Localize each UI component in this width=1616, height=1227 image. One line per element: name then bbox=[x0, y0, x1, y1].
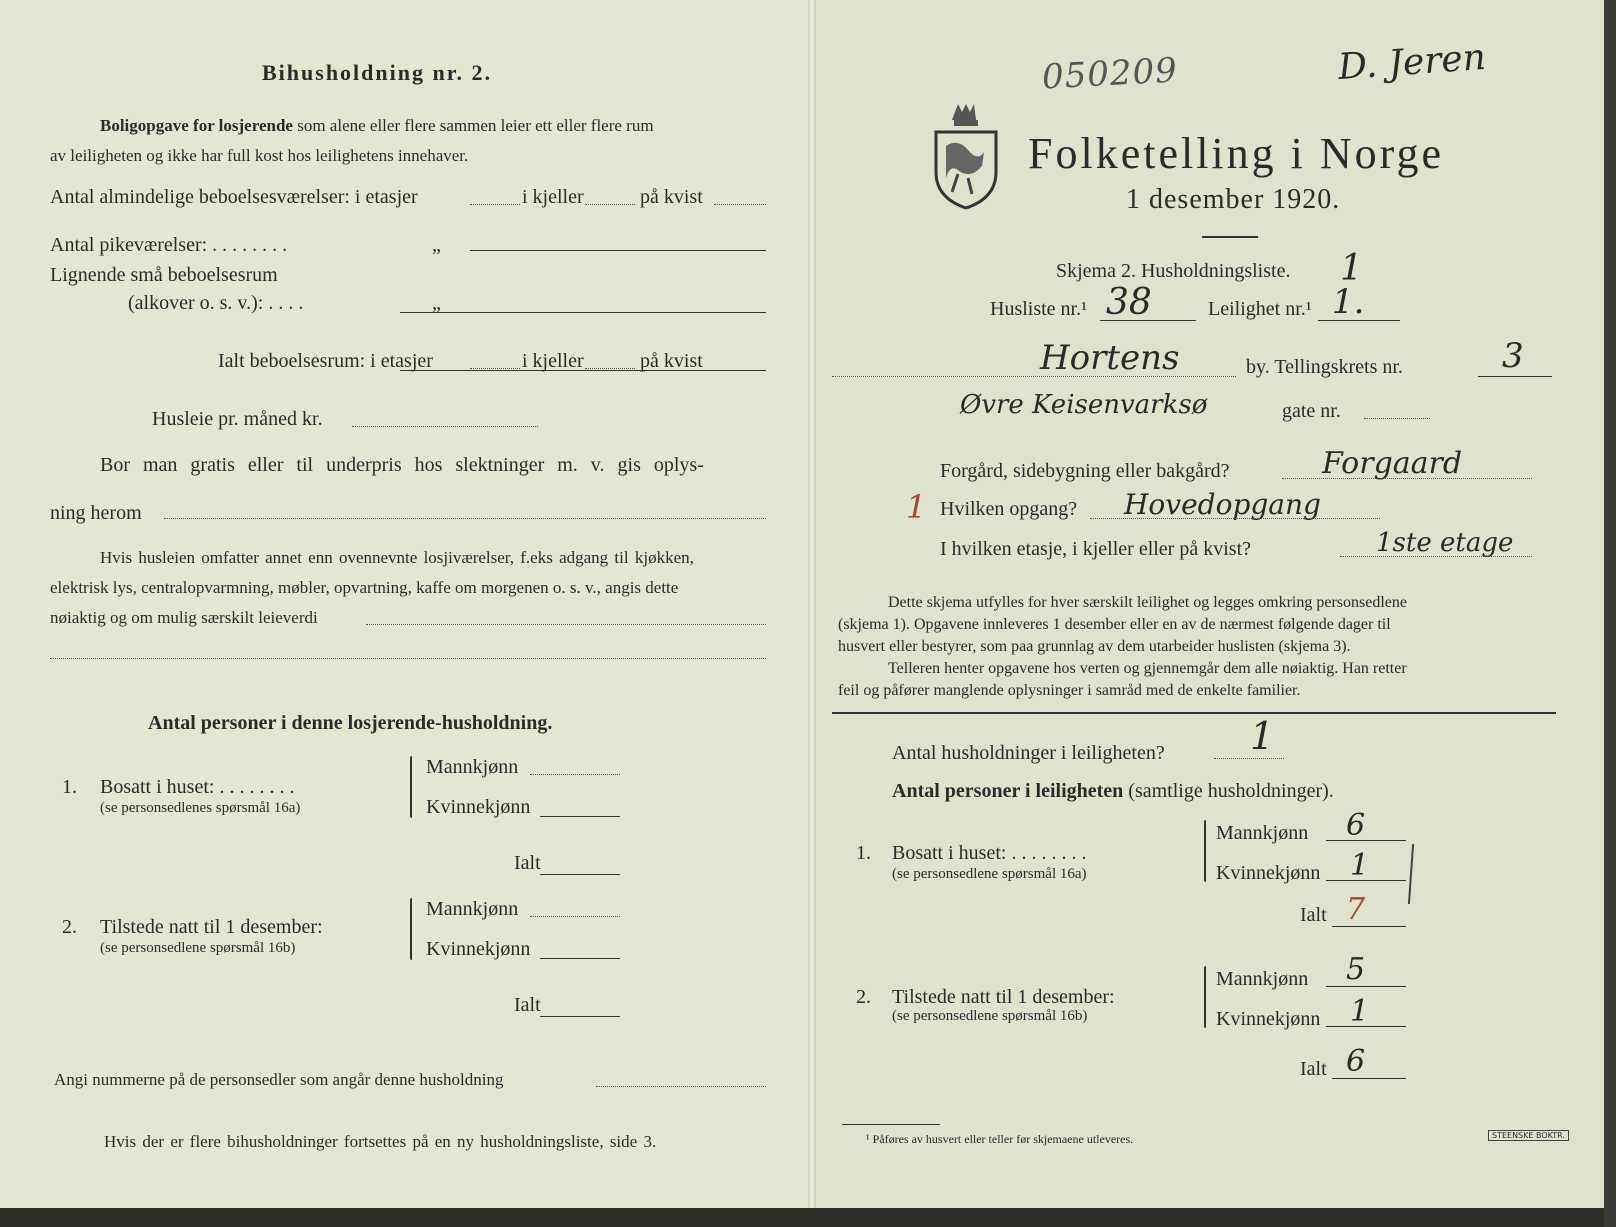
left-q2-ref: (se personsedlene spørsmål 16b) bbox=[100, 940, 296, 956]
alcoves-label: (alkover o. s. v.): . . . . bbox=[128, 292, 304, 314]
left-q2-total-field[interactable] bbox=[540, 1016, 620, 1017]
left-q1-male-field[interactable] bbox=[530, 774, 620, 775]
right-q1-female-value[interactable]: 1 bbox=[1350, 848, 1370, 883]
households-field bbox=[1214, 758, 1284, 759]
yard-value[interactable]: Forgaard bbox=[1322, 446, 1463, 481]
intro-line2: av leiligheten og ikke har full kost hos leilighetens innehaver. bbox=[50, 146, 469, 165]
left-q1-number: 1. bbox=[62, 776, 77, 798]
right-q1-male-value[interactable]: 6 bbox=[1346, 808, 1366, 843]
instructions-line2: (skjema 1). Opgavene innleveres 1 desember eller en av de nærmest følgende dager til bbox=[838, 616, 1391, 633]
free-rent-line2: ning herom bbox=[50, 502, 142, 524]
form-title: Folketelling i Norge bbox=[1028, 129, 1445, 178]
street-value[interactable]: Øvre Keisenvarksø bbox=[960, 390, 1208, 420]
husliste-field bbox=[1100, 320, 1196, 321]
by-krets-label: by. Tellingskrets nr. bbox=[1246, 356, 1403, 378]
right-q2-total-value[interactable]: 6 bbox=[1346, 1044, 1366, 1079]
right-persons-heading-bold: Antal personer i leiligheten bbox=[892, 780, 1124, 802]
similar-rooms-label: Lignende små beboelsesrum bbox=[50, 264, 278, 286]
right-q2-male-field bbox=[1326, 986, 1406, 987]
note-line3: nøiaktig og om mulig særskilt leieverdi bbox=[50, 608, 318, 627]
left-q1-brace bbox=[410, 756, 412, 818]
right-q2-male-label: Mannkjønn bbox=[1216, 968, 1309, 990]
leilighet-value[interactable]: 1. bbox=[1332, 282, 1365, 322]
entrance-value[interactable]: Hovedopgang bbox=[1124, 488, 1321, 521]
right-q2-label: Tilstede natt til 1 desember: bbox=[892, 986, 1115, 1008]
entrance-field bbox=[1090, 518, 1380, 519]
right-q2-ref: (se personsedlene spørsmål 16b) bbox=[892, 1008, 1088, 1024]
ditto-mark: „ bbox=[432, 234, 441, 256]
left-q2-number: 2. bbox=[62, 916, 77, 938]
rooms-cellar-label: i kjeller bbox=[522, 186, 584, 208]
right-q2-male-value[interactable]: 5 bbox=[1346, 952, 1366, 987]
free-rent-line1: Bor man gratis eller til underpris hos slektninger m. v. gis oplys- bbox=[100, 454, 704, 476]
households-label: Antal husholdninger i leiligheten? bbox=[892, 742, 1165, 764]
left-q1-total-label: Ialt bbox=[514, 852, 541, 874]
total-rooms-underline bbox=[400, 370, 766, 371]
printer-stamp: STEENSKE BOKTR. bbox=[1488, 1130, 1569, 1141]
gate-number-field[interactable] bbox=[1364, 418, 1430, 419]
right-q1-female-label: Kvinnekjønn bbox=[1216, 862, 1321, 884]
right-q1-label: Bosatt i huset: . . . . . . . . bbox=[892, 842, 1087, 864]
households-value[interactable]: 1 bbox=[1250, 714, 1275, 758]
intro-rest: som alene eller flere sammen leier ett eller flere rum bbox=[297, 116, 654, 135]
city-value[interactable]: Hortens bbox=[1040, 338, 1180, 378]
left-q2-brace bbox=[410, 898, 412, 960]
right-q2-total-field bbox=[1332, 1078, 1406, 1079]
total-cellar-label: i kjeller bbox=[522, 350, 584, 372]
form-date: 1 desember 1920. bbox=[1126, 184, 1341, 215]
numbers-line-label: Angi nummerne på de personsedler som angår denne husholdning bbox=[54, 1070, 504, 1089]
left-q2-total-label: Ialt bbox=[514, 994, 541, 1016]
left-q2-male-field[interactable] bbox=[530, 916, 620, 917]
right-q2-brace bbox=[1204, 966, 1206, 1028]
margin-check-mark: 1 bbox=[906, 488, 927, 526]
page-fold bbox=[808, 0, 816, 1227]
total-cellar-field[interactable] bbox=[585, 368, 635, 369]
instructions-line3: husvert eller bestyrer, som paa grunnlag av dem utarbeider huslisten (skjema 3). bbox=[838, 638, 1351, 655]
right-q1-total-label: Ialt bbox=[1300, 904, 1327, 926]
note-field-2[interactable] bbox=[50, 658, 766, 659]
yard-field bbox=[1282, 478, 1532, 479]
right-q2-number: 2. bbox=[856, 986, 871, 1008]
title-rule bbox=[1202, 236, 1258, 238]
right-persons-heading-rest: (samtlige husholdninger). bbox=[1128, 780, 1334, 802]
note-line1: Hvis husleien omfatter annet enn ovennevnte losjiværelser, f.eks adgang til kjøkken, bbox=[100, 548, 694, 567]
left-q2-female-field[interactable] bbox=[540, 958, 620, 959]
instructions-line5: feil og påfører manglende oplysninger i samråd med de enkelte familier. bbox=[838, 682, 1301, 699]
total-rooms-label: Ialt beboelsesrum: i etasjer bbox=[218, 350, 433, 372]
left-q1-ref: (se personsedlenes spørsmål 16a) bbox=[100, 800, 301, 816]
husliste-value[interactable]: 38 bbox=[1106, 282, 1152, 323]
right-q1-brace bbox=[1204, 820, 1206, 882]
right-q2-total-label: Ialt bbox=[1300, 1058, 1327, 1080]
rent-label: Husleie pr. måned kr. bbox=[152, 408, 323, 430]
leilighet-label: Leilighet nr.¹ bbox=[1208, 298, 1312, 320]
note-field[interactable] bbox=[366, 624, 766, 625]
krets-value[interactable]: 3 bbox=[1502, 336, 1524, 376]
rooms-attic-field[interactable] bbox=[714, 204, 766, 205]
floor-value[interactable]: 1ste etage bbox=[1376, 528, 1514, 558]
right-q1-number: 1. bbox=[856, 842, 871, 864]
left-q2-male-label: Mannkjønn bbox=[426, 898, 519, 920]
right-q2-female-field bbox=[1326, 1026, 1406, 1027]
numbers-field[interactable] bbox=[596, 1086, 766, 1087]
gate-label: gate nr. bbox=[1282, 400, 1341, 422]
footnote: ¹ Påføres av husvert eller teller før skjemaene utleveres. bbox=[866, 1132, 1134, 1146]
rooms-label: Antal almindelige beboelsesværelser: i etasjer bbox=[50, 186, 418, 208]
floor-label: I hvilken etasje, i kjeller eller på kvist? bbox=[940, 538, 1251, 560]
left-q1-total-field[interactable] bbox=[540, 874, 620, 875]
scan-bottom-edge bbox=[0, 1208, 1616, 1227]
left-q1-label: Bosatt i huset: . . . . . . . . bbox=[100, 776, 295, 798]
right-q1-male-label: Mannkjønn bbox=[1216, 822, 1309, 844]
krets-field bbox=[1478, 376, 1552, 377]
maid-rooms-label: Antal pikeværelser: . . . . . . . . bbox=[50, 234, 288, 256]
corner-note: D. Jeren bbox=[1336, 36, 1488, 89]
archive-number: 050209 bbox=[1041, 50, 1179, 98]
left-persons-heading: Antal personer i denne losjerende-husholdning. bbox=[148, 712, 553, 734]
left-q1-female-field[interactable] bbox=[540, 816, 620, 817]
left-q2-female-label: Kvinnekjønn bbox=[426, 938, 531, 960]
total-etasjer-field[interactable] bbox=[470, 368, 520, 369]
instructions-line4: Telleren henter opgavene hos verten og gjennemgår dem alle nøiaktig. Han retter bbox=[888, 660, 1407, 677]
floor-field bbox=[1340, 556, 1532, 557]
note-line2: elektrisk lys, centralopvarmning, møbler, opvartning, kaffe om morgenen o. s. v., angis dette bbox=[50, 578, 679, 597]
total-attic-label: på kvist bbox=[640, 350, 703, 372]
footnote-rule bbox=[842, 1124, 940, 1125]
schema-label: Skjema 2. Husholdningsliste. bbox=[1056, 260, 1291, 282]
intro-bold: Boligopgave for losjerende bbox=[100, 116, 293, 135]
left-footer: Hvis der er flere bihusholdninger fortsettes på en ny husholdningsliste, side 3. bbox=[104, 1132, 657, 1151]
right-q2-female-value[interactable]: 1 bbox=[1350, 994, 1370, 1029]
schema-value: 1 bbox=[1340, 248, 1363, 289]
rooms-cellar-field[interactable] bbox=[585, 204, 635, 205]
left-q1-female-label: Kvinnekjønn bbox=[426, 796, 531, 818]
leilighet-field bbox=[1318, 320, 1400, 321]
city-field bbox=[832, 376, 1236, 377]
right-q1-male-field bbox=[1326, 840, 1406, 841]
free-rent-field[interactable] bbox=[164, 518, 766, 519]
rooms-attic-label: på kvist bbox=[640, 186, 703, 208]
right-q1-total-value[interactable]: 7 bbox=[1346, 892, 1366, 927]
coat-of-arms-icon bbox=[928, 98, 1004, 210]
right-q1-female-field bbox=[1326, 880, 1406, 881]
left-title: Bihusholdning nr. 2. bbox=[262, 60, 492, 85]
ditto-mark-2: „ bbox=[432, 292, 441, 314]
left-q1-male-label: Mannkjønn bbox=[426, 756, 519, 778]
instructions-line1: Dette skjema utfylles for hver særskilt leilighet og legges omkring personsedlene bbox=[888, 594, 1407, 611]
rent-field[interactable] bbox=[352, 426, 538, 427]
left-q2-label: Tilstede natt til 1 desember: bbox=[100, 916, 323, 938]
entrance-label: Hvilken opgang? bbox=[940, 498, 1078, 520]
right-q1-total-field bbox=[1332, 926, 1406, 927]
rooms-etasjer-field[interactable] bbox=[470, 204, 520, 205]
scan-right-edge bbox=[1604, 0, 1616, 1227]
alcoves-field[interactable] bbox=[400, 312, 766, 313]
yard-label: Forgård, sidebygning eller bakgård? bbox=[940, 460, 1230, 482]
right-q2-female-label: Kvinnekjønn bbox=[1216, 1008, 1321, 1030]
section-rule bbox=[832, 712, 1556, 714]
husliste-label: Husliste nr.¹ bbox=[990, 298, 1088, 320]
maid-rooms-field[interactable] bbox=[470, 250, 766, 251]
right-q1-ref: (se personsedlene spørsmål 16a) bbox=[892, 866, 1087, 882]
